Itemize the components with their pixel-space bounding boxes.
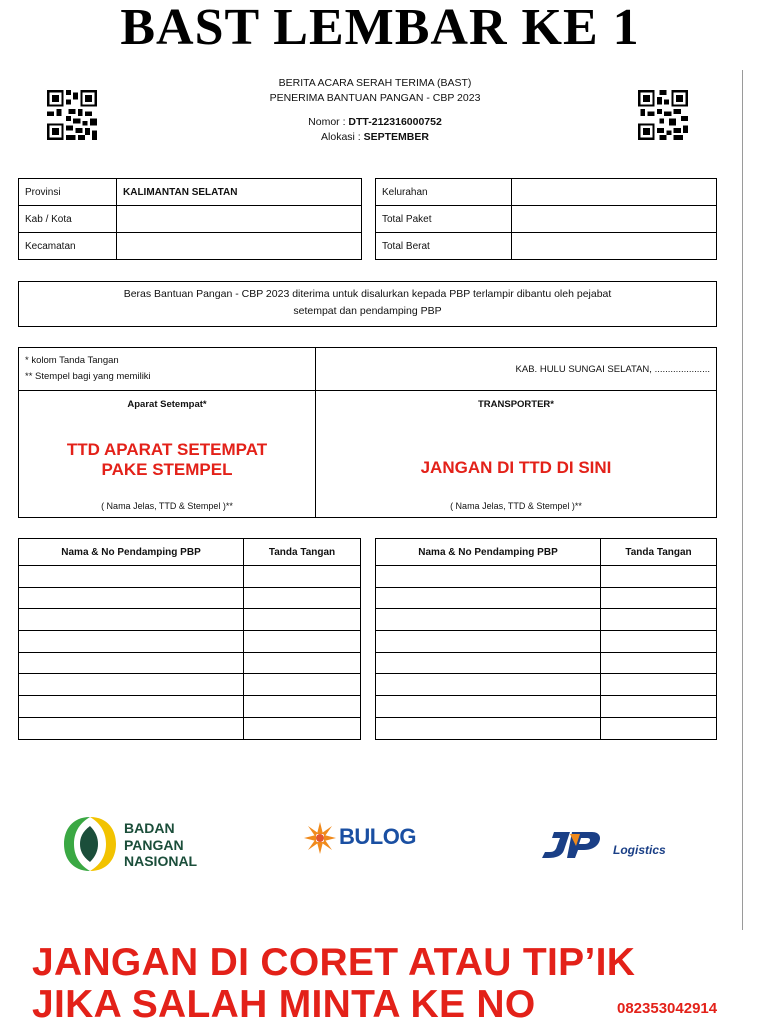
note-stempel: ** Stempel bagi yang memiliki xyxy=(25,371,151,382)
table-row[interactable] xyxy=(376,717,717,739)
aparat-signature-cell[interactable] xyxy=(19,391,316,518)
table-row[interactable] xyxy=(19,652,361,674)
bpn-line3: NASIONAL xyxy=(124,853,198,869)
logo-jp-logistics xyxy=(540,826,670,866)
alokasi-label: Alokasi : xyxy=(321,131,364,143)
notice-box xyxy=(18,281,717,327)
bulog-wordmark: BULOG xyxy=(339,824,416,849)
label-kecamatan: Kecamatan xyxy=(19,233,117,260)
warning-phone: 082353042914 xyxy=(617,1000,718,1017)
transporter-title: TRANSPORTER* xyxy=(477,399,554,410)
page-edge-line xyxy=(742,70,743,930)
doc-nomor xyxy=(140,115,610,130)
bpn-line2: PANGAN xyxy=(124,836,184,853)
notice-line1: Beras Bantuan Pangan - CBP 2023 diterima untuk disalurkan kepada PBP terlampir dibantu oleh pejabat xyxy=(123,288,612,300)
notice-line2: setempat dan pendamping PBP xyxy=(293,305,442,317)
nomor-value: DTT-212316000752 xyxy=(348,116,442,128)
table-row[interactable] xyxy=(376,566,717,588)
bpn-emblem-icon xyxy=(62,814,118,874)
signature-place: KAB. HULU SUNGAI SELATAN, ..................... xyxy=(316,348,717,391)
table-row[interactable] xyxy=(376,609,717,631)
aparat-note-line2: PAKE STEMPEL xyxy=(101,460,233,479)
doc-title-line2: PENERIMA BANTUAN PANGAN - CBP 2023 xyxy=(269,92,481,104)
table-row[interactable] xyxy=(19,674,361,696)
label-kelurahan: Kelurahan xyxy=(376,179,512,206)
value-provinsi[interactable]: KALIMANTAN SELATAN xyxy=(117,179,362,206)
table-row[interactable] xyxy=(376,631,717,653)
label-provinsi: Provinsi xyxy=(19,179,117,206)
bpn-line1: BADAN xyxy=(124,820,175,836)
table-row[interactable] xyxy=(19,566,361,588)
value-kab-kota[interactable] xyxy=(117,206,362,233)
warning-line2: JIKA SALAH MINTA KE NO xyxy=(32,983,536,1024)
alokasi-value: SEPTEMBER xyxy=(363,131,429,143)
value-kecamatan[interactable] xyxy=(117,233,362,260)
nomor-label: Nomor : xyxy=(308,116,349,128)
pendamping-header-sign: Tanda Tangan xyxy=(601,539,717,566)
table-row[interactable] xyxy=(19,609,361,631)
banner-title: BAST LEMBAR KE 1 xyxy=(120,0,640,56)
qr-code-left-icon xyxy=(46,90,98,140)
bulog-sun-icon xyxy=(302,820,338,856)
table-row[interactable] xyxy=(376,674,717,696)
table-row[interactable] xyxy=(19,717,361,739)
qr-code-right-icon xyxy=(637,90,689,140)
signature-notes xyxy=(19,348,316,391)
pendamping-header-name: Nama & No Pendamping PBP xyxy=(19,539,244,566)
pendamping-header-sign: Tanda Tangan xyxy=(244,539,361,566)
aparat-note-line1: TTD APARAT SETEMPAT xyxy=(66,440,268,459)
label-kab-kota: Kab / Kota xyxy=(19,206,117,233)
jp-wordmark: Logistics xyxy=(613,843,666,857)
table-row[interactable] xyxy=(376,587,717,609)
table-row[interactable] xyxy=(376,652,717,674)
table-row[interactable] xyxy=(19,696,361,718)
aparat-footer: ( Nama Jelas, TTD & Stempel )** xyxy=(101,501,233,511)
logo-badan-pangan-nasional xyxy=(62,814,212,876)
table-row[interactable] xyxy=(19,587,361,609)
signature-table xyxy=(18,347,717,518)
warning-line1: JANGAN DI CORET ATAU TIP’IK xyxy=(32,941,636,984)
transporter-footer: ( Nama Jelas, TTD & Stempel )** xyxy=(450,501,582,511)
value-total-paket[interactable] xyxy=(512,206,717,233)
location-table-right xyxy=(375,178,717,260)
aparat-title: Aparat Setempat* xyxy=(127,399,207,410)
table-row[interactable] xyxy=(19,631,361,653)
label-total-berat: Total Berat xyxy=(376,233,512,260)
location-table-left xyxy=(18,178,362,260)
note-tanda-tangan: * kolom Tanda Tangan xyxy=(25,355,119,366)
jp-mark-icon xyxy=(540,826,620,862)
pendamping-table-left xyxy=(18,538,361,740)
doc-title-line1: BERITA ACARA SERAH TERIMA (BAST) xyxy=(278,77,472,89)
transporter-signature-cell[interactable] xyxy=(316,391,717,518)
value-total-berat[interactable] xyxy=(512,233,717,260)
document-header xyxy=(140,76,610,145)
bpn-wordmark xyxy=(124,820,197,870)
label-total-paket: Total Paket xyxy=(376,206,512,233)
transporter-note: JANGAN DI TTD DI SINI xyxy=(420,458,612,477)
table-row[interactable] xyxy=(376,696,717,718)
pendamping-header-name: Nama & No Pendamping PBP xyxy=(376,539,601,566)
logo-bulog xyxy=(302,818,442,864)
doc-alokasi xyxy=(140,130,610,145)
value-kelurahan[interactable] xyxy=(512,179,717,206)
pendamping-table-right xyxy=(375,538,717,740)
